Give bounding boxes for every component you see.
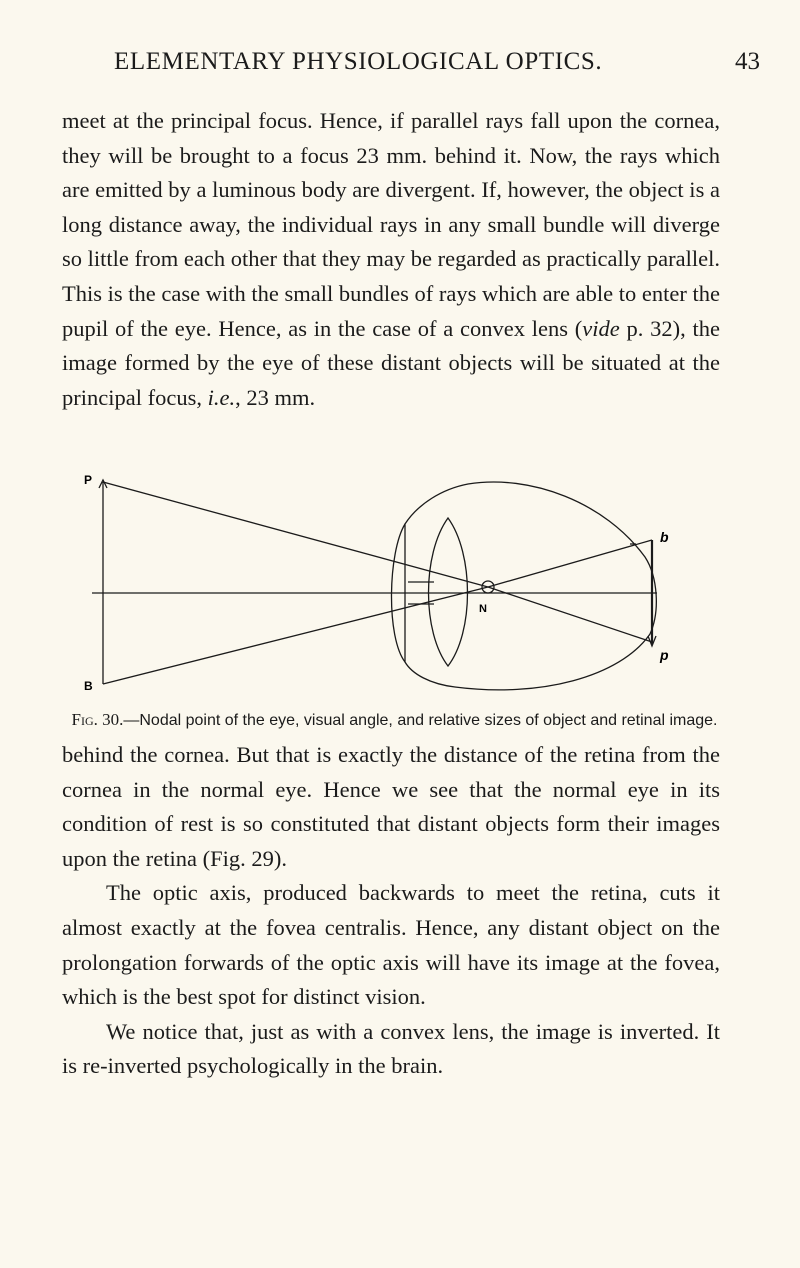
crystalline-lens xyxy=(429,518,468,666)
paragraph-1-part-1: meet at the principal focus. Hence, if parallel rays fall upon the cornea, they will be brought to a focus 23 mm. behind it. Now, the rays which are emitted by a luminous body are divergent. If, however, the object is a long distance away, the individual rays in any small bundle will diverge so little from each other that they may be regarded as practically parallel. This is the case with the small bundles of rays which are able to enter the pupil of the eye. Hence, as in the case of a convex lens ( xyxy=(62,108,720,341)
eye-nodal-point-diagram xyxy=(70,462,730,700)
paragraph-3: The optic axis, produced backwards to meet the retina, cuts it almost exactly at the fovea centralis. Hence, any distant object on the prolongation forwards of the optic axis will have its image at the fovea, which is the best spot for distinct vision. xyxy=(62,880,720,1010)
paragraph-1-text xyxy=(62,104,720,415)
body-paragraphs xyxy=(62,738,720,1084)
ray-from-P xyxy=(103,482,488,587)
paragraph-1 xyxy=(62,104,720,415)
paragraph-4: We notice that, just as with a convex lens, the image is inverted. It is re-inverted psychologically in the brain. xyxy=(62,1018,720,1079)
paragraph-2: behind the cornea. But that is exactly the distance of the retina from the cornea in the normal eye. Hence we see that the normal eye in its condition of rest is so constituted that distant objects form their images upon the retina (Fig. 29). xyxy=(62,742,720,871)
label-b: b xyxy=(660,529,669,545)
ray-to-p xyxy=(488,587,652,642)
running-title: ELEMENTARY PHYSIOLOGICAL OPTICS. xyxy=(114,48,603,75)
paragraph-1-ie: i.e. xyxy=(207,384,236,410)
paragraph-1-vide: vide xyxy=(582,315,620,341)
running-header xyxy=(0,40,800,80)
page-number: 43 xyxy=(735,48,760,75)
ray-from-B xyxy=(103,587,488,684)
label-B: B xyxy=(84,679,93,693)
figure-caption-text: —Nodal point of the eye, visual angle, and relative sizes of object and retinal image. xyxy=(123,712,718,729)
ray-to-b xyxy=(488,540,652,587)
diagram-svg xyxy=(70,462,730,700)
figure-caption xyxy=(62,710,727,731)
paragraph-1-part-5: , 23 mm. xyxy=(235,384,316,410)
figure-caption-label: Fig. 30. xyxy=(71,710,124,729)
label-N: N xyxy=(479,603,487,615)
label-P: P xyxy=(84,473,93,487)
paragraph-1-part-3: p. 32), the image formed by the eye of these distant objects will be situated at the principal focus, xyxy=(62,315,720,410)
label-p: p xyxy=(660,647,669,663)
